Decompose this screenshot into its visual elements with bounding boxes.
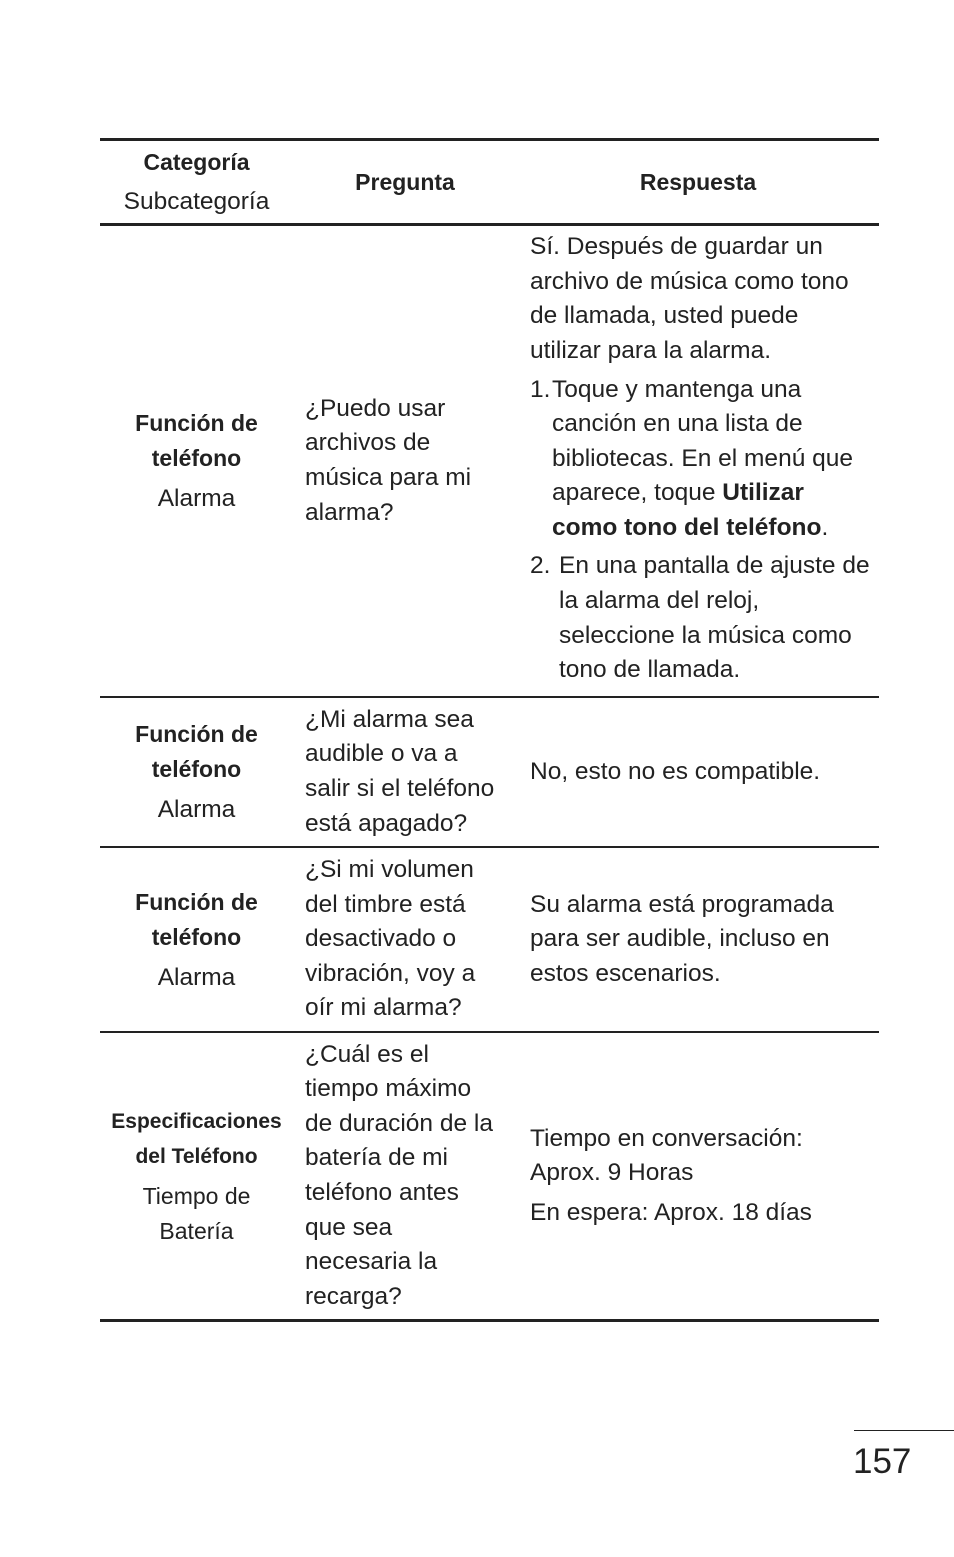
page-number-rule	[854, 1430, 954, 1431]
header-answer: Respuesta	[517, 140, 879, 225]
table-row	[100, 697, 879, 847]
subcategory-label: Alarma	[157, 963, 236, 991]
table-header	[100, 140, 879, 225]
answer-cell	[517, 1032, 879, 1321]
category-cell	[100, 697, 293, 847]
category-title: Especificaciones del Teléfono	[111, 1109, 282, 1168]
answer-text: No, esto no es compatible.	[530, 757, 821, 785]
question-text: ¿Puedo usar archivos de música para mi alarma?	[305, 394, 472, 526]
header-subcategory-label: Subcategoría	[123, 188, 270, 215]
question-cell	[293, 1032, 517, 1321]
answer-cell	[517, 697, 879, 847]
answer-step	[530, 373, 873, 546]
answer-text: Su alarma está programada para ser audible, incluso en estos escenarios.	[530, 890, 834, 987]
subcategory-label: Alarma	[157, 485, 236, 512]
answer-line: Tiempo en conversación: Aprox. 9 Horas	[530, 1124, 803, 1187]
subcategory-label: Alarma	[157, 796, 236, 823]
question-cell	[293, 697, 517, 847]
answer-intro: Sí. Después de guardar un archivo de música como tono de llamada, usted puede utilizar para la alarma.	[530, 233, 849, 364]
header-category-label: Categoría	[143, 149, 250, 175]
header-question: Pregunta	[293, 140, 517, 225]
step-text: En una pantalla de ajuste de la alarma del reloj, seleccione la música como tono de llamada.	[559, 552, 870, 684]
question-text: ¿Si mi volumen del timbre está desactivado o vibración, voy a oír mi alarma?	[305, 856, 476, 1022]
category-title: Función de teléfono	[135, 721, 258, 782]
category-cell	[100, 1032, 293, 1321]
answer-step	[530, 549, 873, 687]
faq-table	[100, 138, 879, 1322]
answer-line: En espera: Aprox. 18 días	[530, 1198, 812, 1226]
step-text: Toque y mantenga una canción en una lista de bibliotecas. En el menú que aparece, toque	[552, 375, 853, 507]
question-text: ¿Mi alarma sea audible o va a salir si el teléfono está apagado?	[305, 705, 495, 837]
header-category	[100, 140, 293, 225]
table-row	[100, 847, 879, 1032]
answer-cell	[517, 847, 879, 1032]
answer-steps	[530, 373, 873, 688]
step-number: 1.	[530, 375, 551, 403]
category-cell	[100, 225, 293, 698]
step-bold-text: Utilizar como tono del teléfono	[552, 479, 822, 541]
category-title: Función de teléfono	[135, 888, 258, 950]
table-row	[100, 1032, 879, 1321]
table-row	[100, 225, 879, 698]
question-cell	[293, 847, 517, 1032]
step-text-end: .	[821, 513, 829, 541]
step-number: 2.	[530, 552, 551, 580]
question-cell	[293, 225, 517, 698]
subcategory-label: Tiempo de Batería	[142, 1182, 251, 1244]
answer-cell	[517, 225, 879, 698]
page-number: 157	[853, 1442, 912, 1481]
category-title: Función de teléfono	[135, 410, 258, 471]
question-text: ¿Cuál es el tiempo máximo de duración de la batería de mi teléfono antes que sea necesaria la recarga?	[305, 1040, 493, 1310]
category-cell	[100, 847, 293, 1032]
